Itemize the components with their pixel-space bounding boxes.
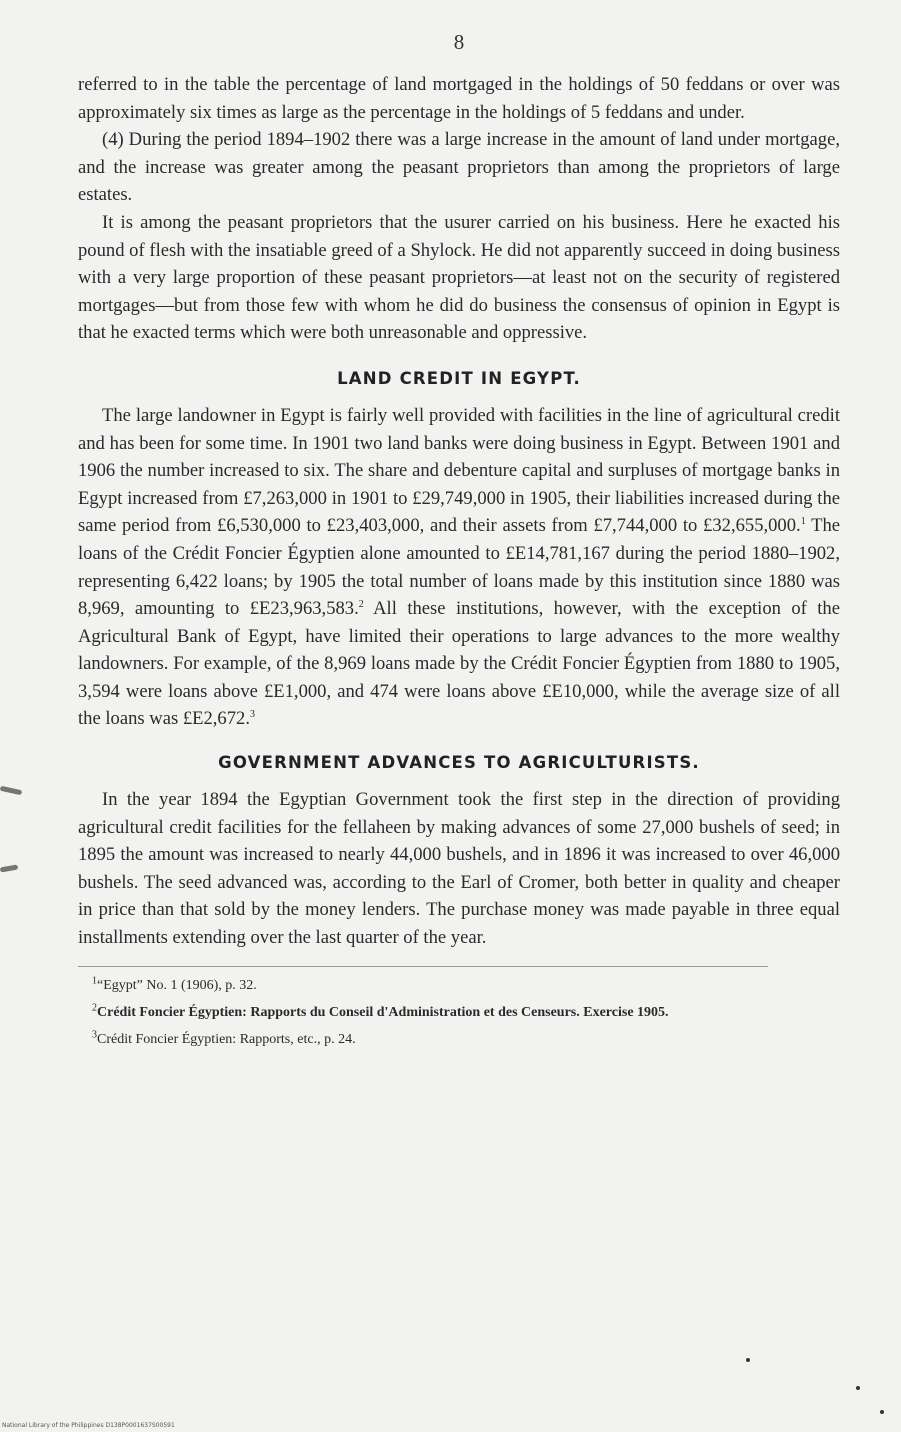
paragraph-government-advances: In the year 1894 the Egyptian Government took the first step in the direction of providing agricultural credit facilities for the fellaheen by making advances of some 27,000 bushels of seed; in 1895 the amount was increased to nearly 44,000 bushels, and in 1896 it was increased to over 46,000 bushels. The seed advanced was, according to the Earl of Cromer, both better in quality and cheaper in price than that sold by the money lenders. The purchase money was made payable in three equal installments extending over the last quarter of the year. [78, 789, 840, 949]
scan-edge-mark [0, 864, 18, 872]
footnote-text: “Egypt” No. 1 (1906), p. 32. [97, 977, 257, 993]
page-number: 8 [453, 30, 465, 54]
scan-speck [746, 1358, 750, 1362]
land-credit-text-c: All these institutions, however, with the exception of the Agricultural Bank of Egypt, have limited their operations to large advances to the more wealthy landowners. For example, of the 8,969 loans made by the Crédit Foncier Égyptien from 1880 to 1905, 3,594 were loans above £E1,000, and 474 were loans above £E10,000, while the average size of all the loans was £E2,672. [78, 598, 840, 730]
section-heading-government-advances: GOVERNMENT ADVANCES TO AGRICULTURISTS. [218, 753, 700, 773]
section-heading-land-credit: LAND CREDIT IN EGYPT. [337, 368, 581, 388]
footnote-ref-3[interactable]: 3 [249, 709, 255, 721]
footnote-divider [78, 966, 768, 967]
scan-speck [880, 1410, 884, 1414]
footnote-2 [78, 1002, 840, 1023]
paragraph-usurer: It is among the peasant proprietors that the usurer carried on his business. Here he exacted his pound of flesh with the insatiable greed of a Shylock. He did not apparently succeed in doing business with a very large proportion of these peasant proprietors—at least not on the security of registered mortgages—but from those few with whom he did do business the consensus of opinion in Egypt is that he exacted terms which were both unreasonable and oppressive. [78, 211, 840, 344]
scan-source-label: National Library of the Philippines D138P0001637S00591 [2, 1422, 175, 1429]
footnote-mark: 2 [92, 1001, 97, 1013]
footnote-ref-2[interactable]: 2 [358, 598, 364, 610]
scan-speck [856, 1386, 860, 1390]
footnote-mark: 3 [92, 1028, 97, 1040]
footnote-ref-1[interactable]: 1 [800, 516, 806, 528]
land-credit-text-b: The loans of the Crédit Foncier Égyptien alone amounted to £E14,781,167 during the period 1880–1902, representing 6,422 loans; by 1905 the total number of loans made by this institution since 1880 was 8,969, amounting to £E23,963,583. [78, 515, 840, 620]
document-page [78, 30, 840, 1056]
paragraph-land-credit [78, 402, 840, 733]
paragraph-point-4: (4) During the period 1894–1902 there was a large increase in the amount of land under mortgage, and the increase was greater among the peasant proprietors than among the proprietors of large estates. [78, 129, 840, 206]
scan-edge-mark [0, 786, 22, 795]
footnote-text: Crédit Foncier Égyptien: Rapports, etc., p. 24. [97, 1031, 356, 1047]
footnote-1 [78, 975, 840, 996]
footnote-mark: 1 [92, 974, 97, 986]
footnote-text: Crédit Foncier Égyptien: Rapports du Conseil d'Administration et des Censeurs. Exercise 1905. [97, 1004, 669, 1020]
land-credit-text-a: The large landowner in Egypt is fairly well provided with facilities in the line of agricultural credit and has been for some time. In 1901 two land banks were doing business in Egypt. Between 1901 and 1906 the number increased to six. The share and debenture capital and surpluses of mortgage banks in Egypt increased from £7,263,000 in 1901 to £29,749,000 in 1905, their liabilities increased during the same period from £6,530,000 to £23,403,000, and their assets from £7,744,000 to £32,655,000. [78, 404, 840, 537]
footnote-3 [78, 1029, 840, 1050]
paragraph-continued: referred to in the table the percentage of land mortgaged in the holdings of 50 feddans or over was approximately six times as large as the percentage in the holdings of 5 feddans and under. [78, 74, 840, 123]
